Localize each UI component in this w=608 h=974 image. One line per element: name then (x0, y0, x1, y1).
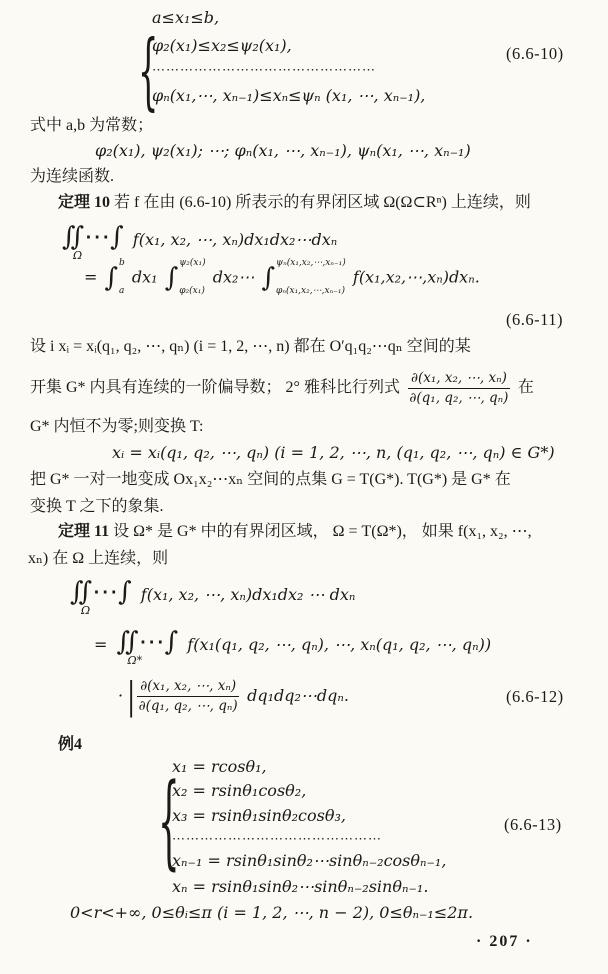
integral-domain-omega-star: Ω* (127, 653, 143, 667)
integral-glyph: ∫ (104, 262, 119, 293)
theorem-10-label: 定理 10 (58, 194, 111, 211)
integral-a-b (105, 259, 125, 297)
transform-equation: xᵢ = xᵢ(q₁, q₂, ⋯, qₙ) (i = 1, 2, ⋯, n, (q₁, q₂, ⋯, qₙ) ∈ G*) (112, 443, 555, 462)
theorem-11-text: 设 Ω* 是 G* 中的有界闭区域， Ω = T(Ω*)， 如果 f(x₁, x₂, ⋯, (109, 523, 532, 540)
theorem-10-line (58, 193, 531, 213)
dx2-term: dx₂⋯ (212, 267, 255, 287)
eq-number-6-6-10: (6.6-10) (506, 44, 564, 63)
dq-terms: dq₁dq₂⋯dqₙ. (247, 686, 349, 705)
integrand-expression: f(x₁, x₂, ⋯, xₙ)dx₁dx₂ ⋯ dxₙ (140, 585, 356, 604)
integral-glyph: ∫ (261, 262, 276, 293)
example-4-label: 例4 (58, 736, 83, 753)
eq-6-6-12-jacobian-line (118, 674, 349, 718)
eq-number-6-6-13: (6.6-13) (504, 815, 562, 834)
eq-6-6-12-rhs (94, 626, 492, 667)
para-transform-line1: 设 i xᵢ = xᵢ(q₁, q₂, ⋯, qₙ) (i = 1, 2, ⋯, n) 都在 O′q₁q₂⋯qₙ 空间的某 (30, 338, 471, 355)
integrand-dxn-term: f(x₁,x₂,⋯,xₙ)dxₙ. (352, 267, 480, 287)
upper-limit: ψ₂(x₁) (179, 258, 206, 268)
jacobian-fraction (408, 370, 510, 405)
upper-limit: ψₙ(x₁,x₂,⋯,xₙ₋₁) (276, 258, 346, 268)
eq-6-6-12-lhs (70, 576, 356, 617)
multi-integral-sign (62, 221, 124, 262)
integral-glyphs: ∬⋯∫ (62, 222, 124, 252)
jacobian-numerator: ∂(x₁, x₂, ⋯, xₙ) (408, 370, 510, 388)
equals-sign: = (84, 267, 98, 287)
multiplication-dot: · (118, 686, 124, 705)
substituted-integrand: f(x₁(q₁, q₂, ⋯, qₙ), ⋯, xₙ(q₁, q₂, ⋯, qₙ)) (187, 635, 492, 654)
eq-6-6-10-row-4: φₙ(x₁,⋯, xₙ₋₁)≤xₙ≤ψₙ (x₁, ⋯, xₙ₋₁), (152, 86, 426, 105)
integral-glyph: ∫ (164, 262, 179, 293)
jacobian-tail-text: 在 (517, 379, 534, 396)
eq-6-6-13-row-2: x₂ = rsinθ₁cosθ₂, (172, 781, 307, 800)
integrand-expression: f(x₁, x₂, ⋯, xₙ)dx₁dx₂⋯dxₙ (132, 230, 338, 249)
upper-limit: b (119, 258, 125, 268)
integral-domain-omega: Ω (73, 248, 83, 262)
eq-6-6-11-lhs (62, 221, 338, 262)
integral-phi2-psi2 (165, 259, 206, 297)
eq-6-6-13-row-3: x₃ = rsinθ₁sinθ₂cosθ₃, (172, 806, 346, 825)
para-transform-line2 (30, 365, 534, 411)
jacobian-numerator: ∂(x₁, x₂, ⋯, xₙ) (137, 678, 239, 696)
lower-limit: φ₂(x₁) (179, 286, 205, 297)
para-transform-line5: 把 G* 一对一地变成 Ox₁x₂⋯xₙ 空间的点集 G = T(G*). T(G*) 是 G* 在 (30, 471, 511, 488)
theorem-10-text: 若 f 在由 (6.6-10) 所表示的有界闭区域 Ω(Ω⊂Rⁿ) 上连续，则 (110, 194, 531, 211)
lower-limit: a (119, 286, 125, 297)
para-constants-line2: φ₂(x₁), ψ₂(x₁); ⋯; φₙ(x₁, ⋯, xₙ₋₁), ψₙ(x₁, ⋯, xₙ₋₁) (95, 141, 471, 160)
para-transform-line3: G* 内恒不为零;则变换 T: (30, 418, 204, 435)
eq-6-6-13-row-6: xₙ = rsinθ₁sinθ₂⋯sinθₙ₋₂sinθₙ₋₁. (172, 877, 429, 896)
eq-number-6-6-11: (6.6-11) (506, 310, 563, 329)
para-constants-line3: 为连续函数. (30, 168, 115, 185)
eq-6-6-10-row-1: a≤x₁≤b, (152, 8, 220, 27)
jacobian-intro-text: 开集 G* 内具有连续的一阶偏导数； 2° 雅科比行列式 (30, 379, 400, 396)
eq-6-6-13-row-5: xₙ₋₁ = rsinθ₁sinθ₂⋯sinθₙ₋₂cosθₙ₋₁, (172, 851, 447, 870)
lower-limit: φₙ(x₁,x₂,⋯,xₙ₋₁) (276, 286, 346, 297)
jacobian-denominator: ∂(q₁, q₂, ⋯, qₙ) (409, 389, 509, 406)
page-number: · 207 · (476, 933, 533, 950)
parameter-range-line: 0<r<+∞, 0≤θᵢ≤π (i = 1, 2, ⋯, n − 2), 0≤θₙ₋₁≤2π. (70, 903, 474, 922)
multi-integral-sign (70, 576, 132, 617)
theorem-11-cont: xₙ) 在 Ω 上连续，则 (28, 550, 169, 567)
jacobian-fraction (137, 678, 239, 713)
brace-glyph: { (158, 763, 180, 883)
eq-6-6-10-dots: ⋯⋯⋯⋯⋯⋯⋯⋯⋯⋯⋯⋯⋯⋯⋯⋯ (152, 62, 376, 77)
absolute-value-bar: | (127, 674, 136, 718)
theorem-11-line (58, 522, 532, 542)
eq-6-6-13-row-1: x₁ = rcosθ₁, (172, 757, 267, 776)
integral-glyphs: ∬⋯∫ (70, 577, 132, 607)
integral-glyphs: ∬⋯∫ (116, 627, 179, 657)
eq-number-6-6-12: (6.6-12) (506, 687, 564, 706)
para-transform-line6: 变换 T 之下的象集. (30, 498, 164, 515)
multi-integral-sign (116, 626, 179, 667)
dx1-term: dx₁ (131, 267, 158, 287)
equals-sign: = (94, 635, 108, 654)
brace-glyph: { (138, 21, 159, 121)
jacobian-denominator: ∂(q₁, q₂, ⋯, qₙ) (138, 697, 238, 714)
integral-domain-omega: Ω (81, 603, 91, 617)
integral-phin-psin (261, 259, 345, 297)
eq-6-6-13-dots: ⋯⋯⋯⋯⋯⋯⋯⋯⋯⋯⋯⋯⋯⋯⋯ (172, 831, 382, 846)
para-constants-line1: 式中 a,b 为常数； (30, 117, 154, 134)
eq-6-6-11-rhs (84, 259, 480, 297)
eq-6-6-10-row-2: φ₂(x₁)≤x₂≤ψ₂(x₁), (152, 36, 292, 55)
theorem-11-label: 定理 11 (58, 523, 110, 540)
